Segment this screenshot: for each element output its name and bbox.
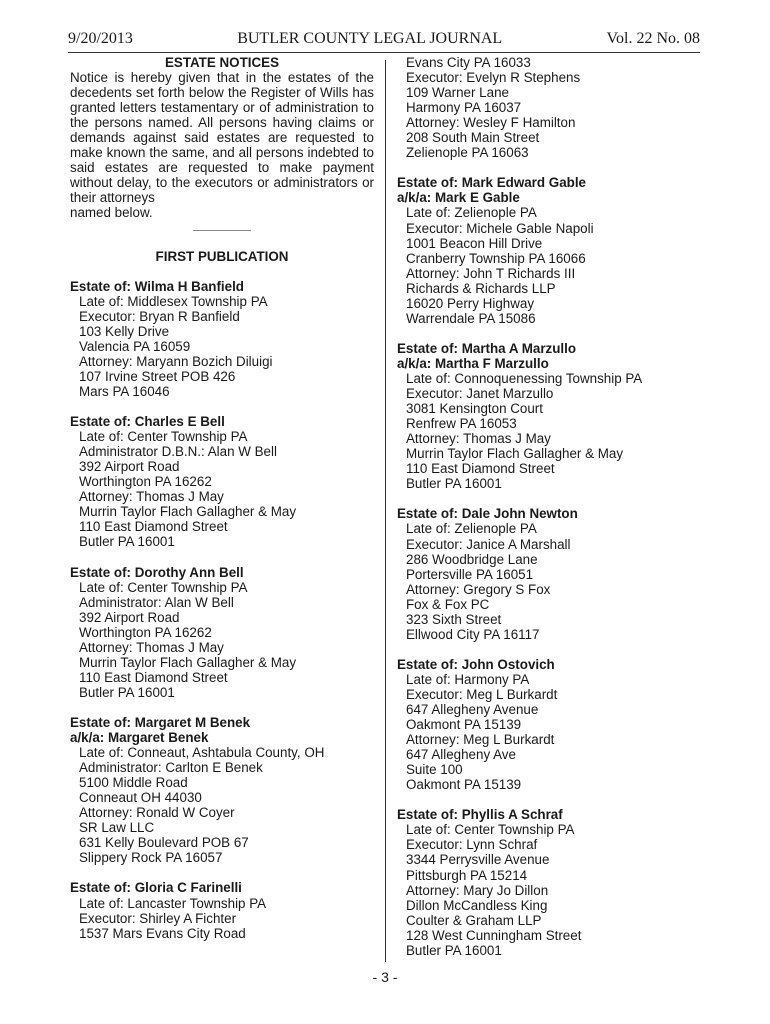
running-header bbox=[68, 30, 700, 52]
estate-detail-line: Late of: Connoquenessing Township PA bbox=[406, 370, 643, 386]
right-estate-list bbox=[397, 175, 697, 957]
estate-detail-line: Administrator: Alan W Bell bbox=[79, 594, 234, 610]
estate-title: Estate of: Phyllis A Schraf bbox=[397, 807, 563, 823]
volume-number: Vol. 22 No. 08 bbox=[606, 30, 700, 47]
estate-detail-line: Administrator D.B.N.: Alan W Bell bbox=[79, 444, 277, 460]
estate-detail-line: Cranberry Township PA 16066 bbox=[406, 250, 586, 266]
estate-notice bbox=[70, 414, 374, 549]
right-column bbox=[397, 55, 697, 958]
estate-spacer bbox=[397, 792, 697, 807]
notice-body-end: named below. bbox=[70, 205, 153, 221]
estate-detail-line: 128 West Cunningham Street bbox=[406, 927, 582, 943]
estate-spacer bbox=[397, 491, 697, 506]
header-rule bbox=[68, 52, 700, 53]
estate-detail-line: 107 Irvine Street POB 426 bbox=[79, 368, 236, 384]
estate-detail-line: 323 Sixth Street bbox=[406, 611, 502, 627]
estate-spacer bbox=[70, 399, 374, 414]
estate-detail-line: Attorney: Wesley F Hamilton bbox=[406, 115, 576, 131]
estate-title: Estate of: Wilma H Banfield bbox=[70, 278, 244, 294]
continued-estate bbox=[397, 55, 697, 160]
notice-body: Notice is hereby given that in the estates of the decedents set forth below the Register of Wills has granted letters testamentary or of administration to the persons named. All persons having claims or demands against said estates are requested to make known the same, and all persons indebted to said estates are requested to make payment without delay, to the executors or administrators or their attorneys bbox=[70, 70, 374, 206]
estate-detail-line: SR Law LLC bbox=[79, 820, 155, 836]
estate-title: Estate of: Martha A Marzullo bbox=[397, 340, 577, 356]
estate-aka: a/k/a: Martha F Marzullo bbox=[397, 355, 549, 371]
estate-detail-line: Butler PA 16001 bbox=[79, 534, 175, 550]
estate-title: Estate of: Charles E Bell bbox=[70, 414, 225, 430]
estate-notice bbox=[397, 807, 697, 957]
estate-detail-line: 631 Kelly Boulevard POB 67 bbox=[79, 835, 249, 851]
estate-detail-line: 3081 Kensington Court bbox=[406, 401, 543, 417]
estate-detail-line: Late of: Middlesex Township PA bbox=[79, 293, 268, 309]
estate-notice bbox=[397, 341, 697, 491]
estate-detail-line: Oakmont PA 15139 bbox=[406, 717, 522, 733]
estate-detail-line: Murrin Taylor Flach Gallagher & May bbox=[406, 446, 624, 462]
estate-detail-line: Coulter & Graham LLP bbox=[406, 912, 542, 928]
estate-detail-line: Slippery Rock PA 16057 bbox=[79, 850, 223, 866]
estate-detail-line: Late of: Zelienople PA bbox=[406, 521, 537, 537]
estate-notice bbox=[397, 657, 697, 792]
estate-detail-line: Late of: Lancaster Township PA bbox=[79, 895, 267, 911]
left-estate-list bbox=[70, 279, 374, 941]
estate-notice bbox=[397, 175, 697, 325]
estate-title: Estate of: Gloria C Farinelli bbox=[70, 880, 242, 896]
estate-title: Estate of: Dale John Newton bbox=[397, 506, 578, 522]
estate-detail-line: Conneaut OH 44030 bbox=[79, 790, 202, 806]
estate-detail-line: Attorney: Mary Jo Dillon bbox=[406, 882, 549, 898]
estate-detail-line: Fox & Fox PC bbox=[406, 596, 490, 612]
estate-detail-line: Valencia PA 16059 bbox=[79, 338, 191, 354]
estate-detail-line: Mars PA 16046 bbox=[79, 383, 170, 399]
estate-detail-line: Worthington PA 16262 bbox=[79, 624, 212, 640]
estate-detail-line: Attorney: John T Richards III bbox=[406, 265, 576, 281]
estate-detail-line: Richards & Richards LLP bbox=[406, 280, 556, 296]
estate-detail-line: Renfrew PA 16053 bbox=[406, 416, 517, 432]
estate-detail-line: 647 Allegheny Avenue bbox=[406, 702, 539, 718]
estate-detail-line: 16020 Perry Highway bbox=[406, 295, 535, 311]
estate-detail-line: Worthington PA 16262 bbox=[79, 474, 212, 490]
journal-title: BUTLER COUNTY LEGAL JOURNAL bbox=[237, 30, 503, 47]
estate-detail-line: Zelienople PA 16063 bbox=[406, 145, 529, 161]
estate-notice bbox=[70, 279, 374, 399]
page-number: - 3 - bbox=[372, 969, 398, 985]
estate-detail-line: Attorney: Thomas J May bbox=[79, 489, 224, 505]
estate-detail-line: 110 East Diamond Street bbox=[79, 519, 228, 535]
estate-detail-line: Warrendale PA 15086 bbox=[406, 310, 536, 326]
estate-detail-line: 392 Airport Road bbox=[79, 609, 180, 625]
estate-detail-line: Attorney: Meg L Burkardt bbox=[406, 732, 555, 748]
estate-detail-line: Late of: Conneaut, Ashtabula County, OH bbox=[79, 745, 325, 761]
estate-detail-line: 1001 Beacon Hill Drive bbox=[406, 235, 543, 251]
estate-detail-line: Attorney: Gregory S Fox bbox=[406, 581, 551, 597]
estate-title: Estate of: Dorothy Ann Bell bbox=[70, 564, 244, 580]
estate-detail-line: Late of: Harmony PA bbox=[406, 671, 530, 687]
notice-title: ESTATE NOTICES bbox=[164, 55, 280, 70]
estate-detail-line: Ellwood City PA 16117 bbox=[406, 626, 540, 642]
issue-date: 9/20/2013 bbox=[68, 30, 133, 47]
estate-detail-line: Murrin Taylor Flach Gallagher & May bbox=[79, 504, 297, 520]
estate-detail-line: Attorney: Ronald W Coyer bbox=[79, 805, 235, 821]
estate-detail-line: Executor: Shirley A Fichter bbox=[79, 910, 237, 926]
estate-detail-line: Butler PA 16001 bbox=[406, 942, 502, 958]
estate-detail-line: 1537 Mars Evans City Road bbox=[79, 925, 246, 941]
left-column bbox=[70, 55, 374, 941]
estate-spacer bbox=[70, 865, 374, 880]
estate-detail-line: 286 Woodbridge Lane bbox=[406, 551, 538, 567]
estate-detail-line: 110 East Diamond Street bbox=[406, 461, 555, 477]
estate-detail-line: 5100 Middle Road bbox=[79, 775, 188, 791]
estate-spacer bbox=[70, 700, 374, 715]
estate-detail-line: Suite 100 bbox=[406, 762, 463, 778]
column-divider bbox=[385, 60, 386, 962]
estate-title: Estate of: Mark Edward Gable bbox=[397, 175, 587, 191]
estate-detail-line: 3344 Perrysville Avenue bbox=[406, 852, 550, 868]
estate-detail-line: Butler PA 16001 bbox=[406, 476, 502, 492]
estate-detail-line: Late of: Center Township PA bbox=[79, 579, 248, 595]
estate-notice bbox=[70, 715, 374, 865]
estate-detail-line: Attorney: Maryann Bozich Diluigi bbox=[79, 353, 273, 369]
estate-detail-line: Late of: Center Township PA bbox=[79, 429, 248, 445]
estate-notice bbox=[70, 880, 374, 940]
estate-detail-line: 647 Allegheny Ave bbox=[406, 747, 516, 763]
estate-detail-line: Portersville PA 16051 bbox=[406, 566, 534, 582]
estate-aka: a/k/a: Mark E Gable bbox=[397, 190, 520, 206]
estate-detail-line: 208 South Main Street bbox=[406, 130, 540, 146]
estate-detail-line: Administrator: Carlton E Benek bbox=[79, 760, 263, 776]
estate-detail-line: Evans City PA 16033 bbox=[406, 55, 531, 70]
estate-detail-line: Murrin Taylor Flach Gallagher & May bbox=[79, 654, 297, 670]
estate-detail-line: 392 Airport Road bbox=[79, 459, 180, 475]
estate-detail-line: Executor: Bryan R Banfield bbox=[79, 308, 240, 324]
estate-detail-line: Executor: Janet Marzullo bbox=[406, 386, 554, 402]
estate-detail-line: Late of: Center Township PA bbox=[406, 822, 575, 838]
estate-title: Estate of: John Ostovich bbox=[397, 656, 555, 672]
estate-detail-line: Pittsburgh PA 15214 bbox=[406, 867, 528, 883]
estate-detail-line: Executor: Lynn Schraf bbox=[406, 837, 538, 853]
estate-detail-line: Butler PA 16001 bbox=[79, 684, 175, 700]
estate-spacer bbox=[397, 642, 697, 657]
estate-detail-line: Harmony PA 16037 bbox=[406, 100, 522, 116]
estate-spacer bbox=[397, 326, 697, 341]
estate-detail-line: Attorney: Thomas J May bbox=[406, 431, 551, 447]
estate-detail-line: 110 East Diamond Street bbox=[79, 669, 228, 685]
estate-aka: a/k/a: Margaret Benek bbox=[70, 730, 209, 746]
estate-detail-line: 103 Kelly Drive bbox=[79, 323, 170, 339]
estate-detail-line: Executor: Janice A Marshall bbox=[406, 536, 571, 552]
estate-detail-line: Attorney: Thomas J May bbox=[79, 639, 224, 655]
estate-detail-line: Dillon McCandless King bbox=[406, 897, 548, 913]
section-title: FIRST PUBLICATION bbox=[155, 248, 289, 264]
estate-notice bbox=[70, 565, 374, 700]
estate-detail-line: Late of: Zelienople PA bbox=[406, 205, 537, 221]
estate-title: Estate of: Margaret M Benek bbox=[70, 714, 251, 730]
estate-detail-line: Oakmont PA 15139 bbox=[406, 777, 522, 793]
estate-detail-line: 109 Warner Lane bbox=[406, 85, 509, 101]
estate-spacer bbox=[70, 549, 374, 564]
estate-detail-line: Executor: Michele Gable Napoli bbox=[406, 220, 594, 236]
estate-detail-line: Executor: Meg L Burkardt bbox=[406, 686, 558, 702]
estate-notice bbox=[397, 506, 697, 641]
estate-detail-line: Executor: Evelyn R Stephens bbox=[406, 70, 581, 86]
